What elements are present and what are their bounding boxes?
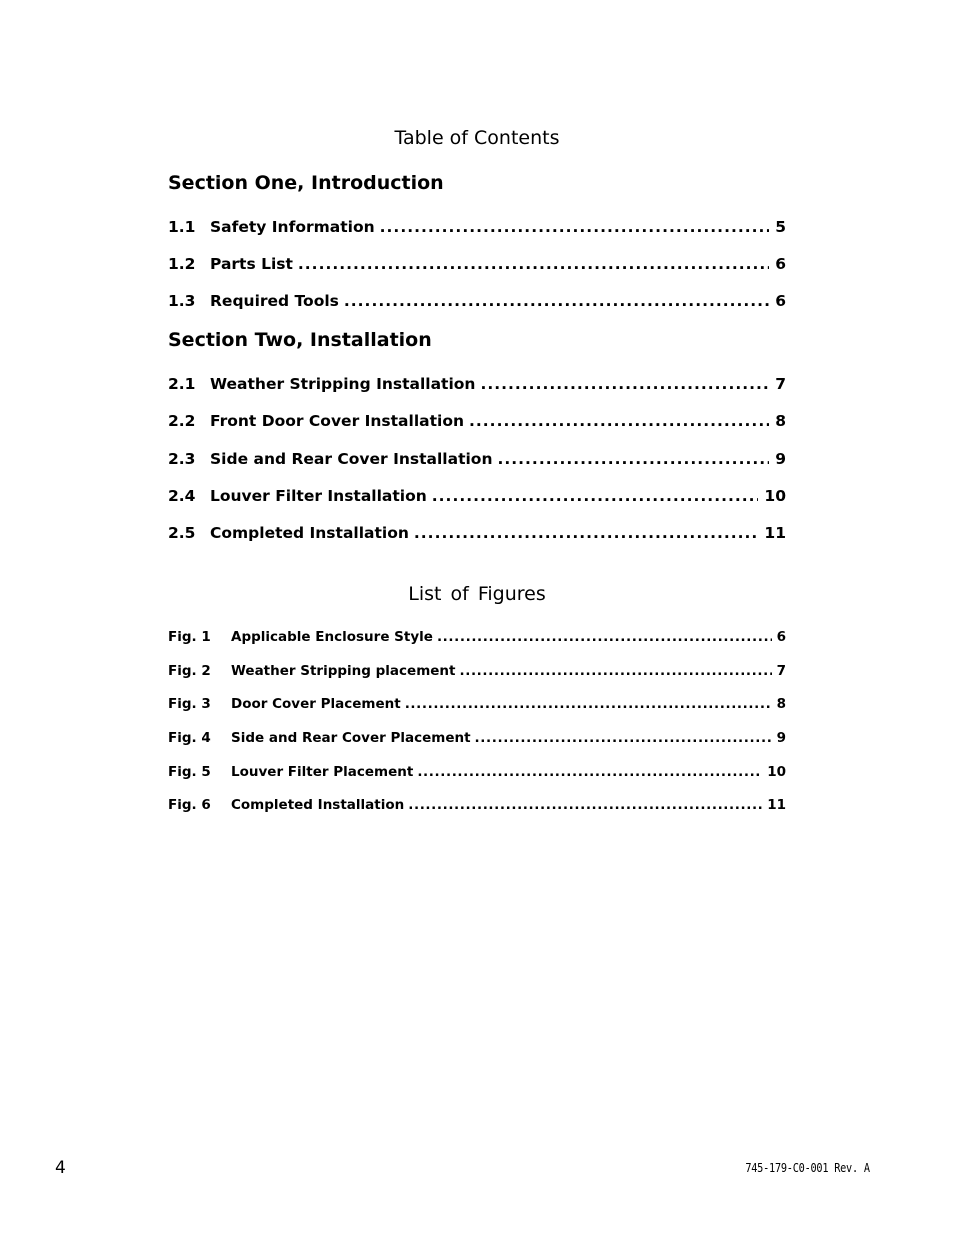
figure-entry-page: 9 <box>776 730 786 746</box>
figure-entry-page: 6 <box>776 629 786 645</box>
figure-entry-number: Fig. 2 <box>168 663 211 679</box>
figure-entry-number: Fig. 1 <box>168 629 211 645</box>
toc-entry-label: Safety Information <box>210 218 375 236</box>
toc-entry-number: 2.4 <box>168 487 196 505</box>
toc-entry[interactable] <box>168 374 786 394</box>
toc-entry-number: 2.3 <box>168 450 196 468</box>
dot-leader <box>497 449 769 469</box>
toc-entry-label: Weather Stripping Installation <box>210 375 476 393</box>
figure-entry[interactable] <box>168 695 786 713</box>
toc-title: Table of Contents <box>394 127 560 149</box>
toc-entry-page: 8 <box>775 412 786 430</box>
toc-entry-page: 6 <box>775 292 786 310</box>
dot-leader <box>475 729 772 747</box>
figure-entry-number: Fig. 3 <box>168 696 211 712</box>
dot-leader <box>380 217 770 237</box>
toc-entry-number: 1.3 <box>168 292 196 310</box>
dot-leader <box>460 662 772 680</box>
toc-entry-number: 2.1 <box>168 375 196 393</box>
toc-entry-page: 9 <box>775 450 786 468</box>
figure-entry[interactable] <box>168 796 786 814</box>
toc-entry[interactable] <box>168 254 786 274</box>
figure-entry-label: Side and Rear Cover Placement <box>231 730 471 746</box>
figure-entry-page: 10 <box>767 764 786 780</box>
toc-entry[interactable] <box>168 291 786 311</box>
figure-entry[interactable] <box>168 763 786 781</box>
toc-entry-label: Front Door Cover Installation <box>210 412 465 430</box>
toc-entry-number: 1.1 <box>168 218 196 236</box>
figure-entry[interactable] <box>168 662 786 680</box>
toc-entry[interactable] <box>168 217 786 237</box>
toc-entry[interactable] <box>168 411 786 431</box>
toc-entry-label: Parts List <box>210 255 293 273</box>
toc-entry-number: 2.5 <box>168 524 196 542</box>
dot-leader <box>480 374 769 394</box>
figure-entry-label: Door Cover Placement <box>231 696 401 712</box>
dot-leader <box>437 628 772 646</box>
dot-leader <box>405 695 772 713</box>
figures-title: List of Figures <box>408 583 546 605</box>
toc-entry-label: Louver Filter Installation <box>210 487 427 505</box>
toc-entry[interactable] <box>168 523 786 543</box>
figure-entry-label: Louver Filter Placement <box>231 764 414 780</box>
toc-entry-label: Side and Rear Cover Installation <box>210 450 493 468</box>
toc-entry-label: Completed Installation <box>210 524 409 542</box>
dot-leader <box>469 411 769 431</box>
footer-document-number: 745-179-C0-001 Rev. A <box>745 1160 870 1175</box>
footer-page-number: 4 <box>55 1158 66 1178</box>
toc-entry-page: 7 <box>775 375 786 393</box>
figure-entry[interactable] <box>168 628 786 646</box>
toc-entry-number: 1.2 <box>168 255 196 273</box>
figure-entry[interactable] <box>168 729 786 747</box>
section-heading-installation: Section Two, Installation <box>168 329 432 351</box>
figure-entry-number: Fig. 5 <box>168 764 211 780</box>
dot-leader <box>432 486 759 506</box>
figure-entry-number: Fig. 6 <box>168 797 211 813</box>
toc-entry-page: 11 <box>764 524 786 542</box>
figure-entry-page: 11 <box>767 797 786 813</box>
section-heading-introduction: Section One, Introduction <box>168 172 444 194</box>
toc-entry[interactable] <box>168 449 786 469</box>
dot-leader <box>298 254 769 274</box>
dot-leader <box>408 796 762 814</box>
figure-entry-label: Applicable Enclosure Style <box>231 629 433 645</box>
dot-leader <box>417 763 762 781</box>
figure-entry-label: Weather Stripping placement <box>231 663 456 679</box>
toc-entry-page: 10 <box>764 487 786 505</box>
toc-entry-page: 6 <box>775 255 786 273</box>
figure-entry-page: 7 <box>776 663 786 679</box>
figure-entry-page: 8 <box>776 696 786 712</box>
dot-leader <box>414 523 759 543</box>
toc-entry-label: Required Tools <box>210 292 339 310</box>
dot-leader <box>344 291 769 311</box>
toc-entry[interactable] <box>168 486 786 506</box>
toc-entry-number: 2.2 <box>168 412 196 430</box>
toc-entry-page: 5 <box>775 218 786 236</box>
figure-entry-number: Fig. 4 <box>168 730 211 746</box>
figure-entry-label: Completed Installation <box>231 797 405 813</box>
